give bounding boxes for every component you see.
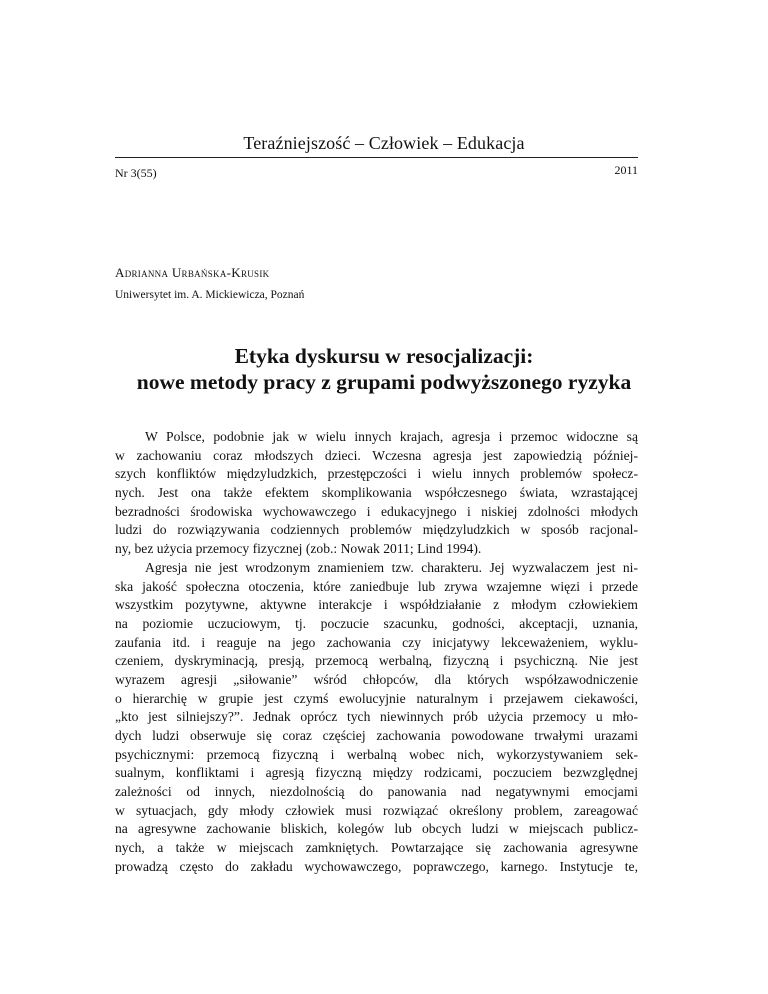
journal-title: Teraźniejszość – Człowiek – Edukacja [243,133,525,153]
body-line: zaufania itd. i reaguje na jego zachowania czy inicjatywy lekceważeniem, wyklu- [115,634,638,650]
body-line: szych konfliktów międzyludzkich, przestępczości i wielu innych problemów społecz- [115,466,638,482]
issue-year: 2011 [614,163,638,177]
body-line: w zachowaniu coraz młodszych dzieci. Wczesna agresja jest zapowiedzią później- [115,447,638,463]
author-affiliation: Uniwersytet im. A. Mickiewicza, Poznań [115,289,305,301]
body-line: wyrazem agresji „siłowanie” wśród chłopców, dla których współzawodniczenie [115,671,638,687]
body-line: czeniem, dyskryminacją, presją, przemocą werbalną, fizyczną i psychiczną. Nie jest [115,653,638,669]
body-line: nych. Jest ona także efektem skomplikowania współczesnego świata, wzrastającej [115,485,638,501]
body-line: ny, bez użycia przemocy fizycznej (zob.: Nowak 2011; Lind 1994). [115,541,482,557]
body-line: wszystkim pozytywne, aktywne interakcje i współdziałanie z młodym człowiekiem [115,597,638,613]
header-rule [115,157,638,158]
body-line: o hierarchię w grupie jest czymś ewolucyjnie naturalnym i przejawem ciekawości, [115,690,638,706]
body-line: nych, a także w miejscach zamkniętych. Powtarzające się zachowania agresywne [115,840,638,856]
body-line: Agresja nie jest wrodzonym znamieniem tzw. charakteru. Jej wyzwalaczem jest ni- [145,559,638,575]
body-line: na agresywne zachowanie bliskich, kolegów lub obcych ludzi w miejscach publicz- [115,821,638,837]
body-line: psychicznymi: przemocą fizyczną i werbalną wobec nich, wykorzystywaniem sek- [115,746,638,762]
body-line: zależności od innych, niezdolnością do panowania nad negatywnymi emocjami [115,784,638,800]
body-line: sualnym, konfliktami i agresją fizyczną między rodzicami, poczuciem bezwzględnej [115,765,638,781]
author-name: Adrianna Urbańska-Krusik [115,265,270,280]
body-line: dych ludzi obserwuje się coraz częściej zachowania powodowane trwałymi urazami [115,728,638,743]
article-body [115,428,638,877]
body-line: w sytuacjach, gdy młody człowiek musi rozwiązać określony problem, zareagować [115,802,638,818]
body-line: prowadzą często do zakładu wychowawczego, poprawczego, karnego. Instytucje te, [115,858,638,874]
article-title [0,343,768,395]
body-line: na poziomie uczuciowym, tj. poczucie szacunku, godności, akceptacji, uznania, [115,615,638,631]
body-line: W Polsce, podobnie jak w wielu innych krajach, agresja i przemoc widoczne są [145,429,638,444]
body-line: ludzi do rozwiązywania codziennych problemów międzyludzkich w sposób racjonal- [115,522,638,538]
body-line: ska jakość społeczna otoczenia, które zaniedbuje lub zrywa wzajemne więzi i przede [115,578,638,594]
body-line: bezradności środowiska wychowawczego i edukacyjnego i niskiej zdolności młodych [115,503,638,519]
issue-number: Nr 3(55) [115,166,157,180]
article-title-line-2: nowe metody pracy z grupami podwyższonego ryzyka [136,370,632,394]
article-title-line-1: Etyka dyskursu w resocjalizacji: [234,344,534,368]
body-line: „kto jest silniejszy?”. Jednak oprócz tych niewinnych prób użycia przemocy u mło- [115,709,638,725]
